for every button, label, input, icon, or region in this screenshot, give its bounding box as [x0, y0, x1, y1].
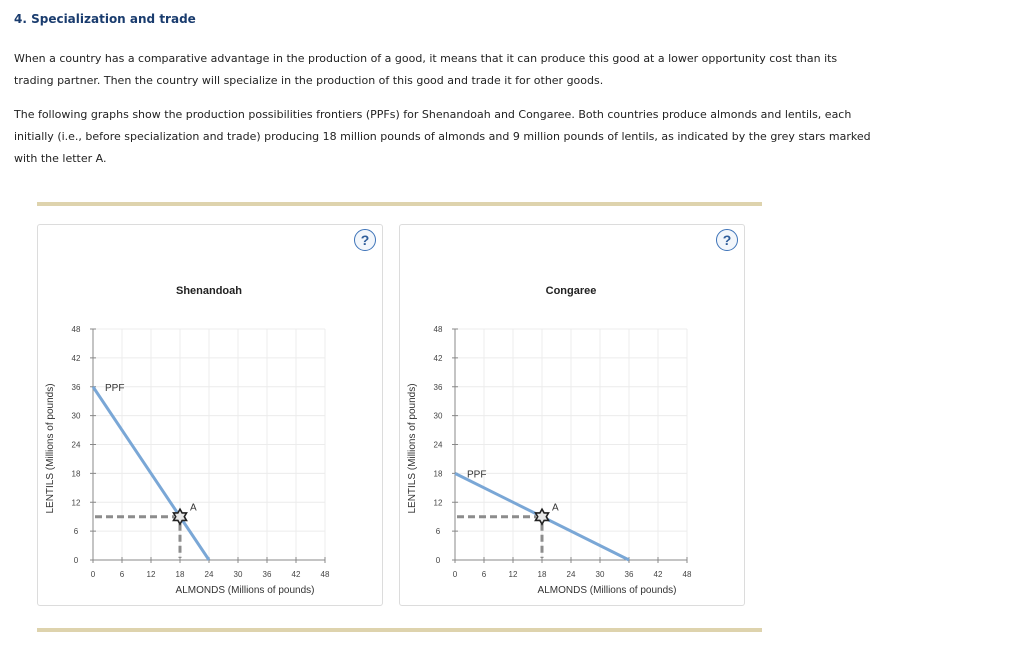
y-tick-label: 36 [71, 382, 81, 392]
x-tick-label: 12 [146, 570, 156, 579]
y-tick-label: 36 [433, 382, 443, 392]
x-tick-label: 30 [595, 570, 605, 579]
help-icon[interactable]: ? [716, 229, 738, 251]
ppf-label: PPF [467, 469, 487, 481]
x-tick-label: 30 [233, 570, 243, 579]
y-tick-label: 6 [435, 527, 441, 537]
congaree-graph-panel [399, 224, 745, 606]
y-tick-label: 48 [433, 325, 443, 334]
shenandoah-graph-panel [37, 224, 383, 606]
x-tick-label: 12 [508, 570, 518, 579]
y-tick-label: 42 [433, 353, 443, 363]
x-tick-label: 36 [624, 570, 634, 579]
x-axis-label: ALMONDS (Millions of pounds) [175, 585, 315, 596]
y-tick-label: 30 [71, 411, 81, 421]
y-tick-label: 0 [73, 556, 79, 565]
shenandoah-ppf-graph [38, 225, 382, 605]
x-tick-label: 36 [262, 570, 272, 579]
ppf-label: PPF [105, 382, 125, 394]
top-divider [37, 202, 762, 206]
y-axis-label: LENTILS (Millions of pounds) [407, 383, 418, 514]
congaree-ppf-graph [400, 225, 744, 605]
y-tick-label: 6 [73, 527, 79, 537]
y-tick-label: 24 [71, 440, 81, 450]
x-tick-label: 42 [653, 570, 663, 579]
graphs-description-paragraph: The following graphs show the production possibilities frontiers (PPFs) for Shenandoah and Congaree. Both countries produce almonds and lentils, each initially (i.e., before specialization and trade) producing 18 million pounds of almonds and 9 million pounds of lentils, as indicated by the grey stars marked with the letter A. [14, 108, 871, 165]
y-tick-label: 18 [71, 469, 81, 479]
y-tick-label: 30 [433, 411, 443, 421]
x-tick-label: 6 [481, 570, 487, 579]
y-tick-label: 12 [433, 498, 443, 508]
help-icon[interactable]: ? [354, 229, 376, 251]
point-a-label: A [552, 502, 559, 514]
x-tick-label: 24 [566, 570, 576, 579]
y-tick-label: 18 [433, 469, 443, 479]
x-axis-label: ALMONDS (Millions of pounds) [537, 585, 677, 596]
x-tick-label: 48 [682, 570, 692, 579]
y-tick-label: 0 [435, 556, 441, 565]
y-tick-label: 12 [71, 498, 81, 508]
x-tick-label: 42 [291, 570, 301, 579]
chart-title: Congaree [545, 285, 597, 297]
y-tick-label: 42 [71, 353, 81, 363]
chart-title: Shenandoah [175, 285, 243, 297]
point-a-star-icon [536, 509, 549, 524]
x-tick-label: 6 [119, 570, 125, 579]
x-tick-label: 48 [320, 570, 330, 579]
intro-paragraph: When a country has a comparative advantage in the production of a good, it means that it can produce this good at a lower opportunity cost than its trading partner. Then the country will specialize in the production of this good and trade it for other goods. [14, 52, 838, 87]
point-a-label: A [190, 502, 197, 514]
x-tick-label: 18 [175, 570, 185, 579]
y-tick-label: 48 [71, 325, 81, 334]
x-tick-label: 0 [90, 570, 96, 579]
page-title: 4. Specialization and trade [14, 12, 196, 26]
y-axis-label: LENTILS (Millions of pounds) [45, 383, 56, 514]
x-tick-label: 18 [537, 570, 547, 579]
x-tick-label: 24 [204, 570, 214, 579]
x-tick-label: 0 [452, 570, 458, 579]
bottom-divider [37, 628, 762, 632]
y-tick-label: 24 [433, 440, 443, 450]
